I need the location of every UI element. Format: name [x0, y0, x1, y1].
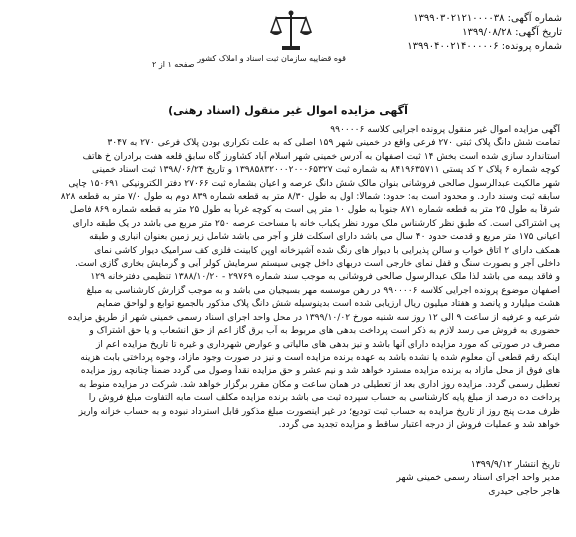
- body-line: اینکه رقم قطعی آن معلوم شده یا نشده باشد به عهده برنده مزایده است و نیز در صورت وجود مازاد، وجوه پرداختی بابت هزینه: [80, 352, 560, 363]
- issuer-title: مدیر واحد اجرای اسناد رسمی خمینی شهر: [396, 472, 560, 484]
- scales-emblem-icon: [268, 8, 314, 52]
- body-line: تعطیل رسمی گردد. مزایده روز اداری بعد از تعطیلی در همان ساعت و مکان مقرر برگزار خواهد شد. شرکت در مزایده منوط به: [78, 379, 560, 390]
- body-line: شرقاً به طول ۲۵ متر به قطعه شماره ۸۷۱ جنوباً به طول ۱۰ متر پی است به کوچه غرباً به طول ۲۵ متر به قطعه شماره ۸۶۹ فاصل: [69, 205, 560, 216]
- document-footer: [16, 458, 560, 498]
- body-line: پی اشتراکی است. که طبق نظر کارشناس ملک مورد نظر یکباب خانه با مساحت عرصه ۲۵۰ متر مربع می باشد در یک طبقه دارای: [72, 218, 560, 229]
- body-line: اعیانی ۱۷۵ متر مربع و قدمت حدود ۴۰ سال می باشد دارای اسکلت فلز و آجر می باشد شامل زیر زمین بعنوان انباری و طبقه: [89, 232, 560, 243]
- document-title: آگهی مزایده اموال غیر منقول (اسناد رهنی): [168, 104, 408, 117]
- body-line: سابقه ثبت وسند دارد. و محدود است به: حدود: شمالا: اول به طول ۸/۳۰ متر به قطعه شماره ۸۳۹ دوم به طول ۷/۰ متر به قطعه ۸۲۸: [60, 192, 560, 203]
- body-line: تمامت شش دانگ پلاک ثبتی ۲۷۰ فرعی واقع در خمینی شهر ۱۵۹ اصلی که به علت تکراری بودن پلاک فرعی ۲۷۰ به ۳۰۴۷: [107, 138, 560, 149]
- body-line: شرعیه و عرفیه از ساعت ۹ الی ۱۲ روز سه شنبه مورخ ۱۳۹۹/۱۰/۰۲ در محل واحد اجرای اسناد رسمی خمینی شهر از طریق مزایده: [67, 312, 560, 323]
- body-line: مصرف در صورتی که مورد مزایده دارای آنها باشد و نیز بدهی های مالیاتی و عوارض شهرداری و غیره تا تاریخ مزایده اعم از: [96, 339, 560, 350]
- organization-name: قوه قضاییه سازمان ثبت اسناد و املاک کشور: [197, 54, 346, 63]
- body-line: خواهد شد و عملیات فروش از درجه اعتبار ساقط و مزایده تجدید می گردد.: [278, 419, 560, 430]
- issuer-name: هاجر حاجی حیدری: [488, 485, 560, 497]
- publish-date: تاریخ انتشار ۱۳۹۹/۹/۱۲: [470, 459, 560, 470]
- body-line: شهر مالکیت عبدالرسول صالحی فروشانی بنوان مالک شش دانگ عرصه و اعیان بشماره ثبت ۲۷۰۶۶ دفتر الکترونیکی ۱۵۰۶۹۱ چاپی: [68, 178, 560, 189]
- body-line: کوچه شماره ۶ پلاک ۲ کد پستی ۸۴۱۹۶۳۵۷۱۱ به شماره ثبت ۱۳۹۸۵۸۳۲۰۰۰۲۰۰۰۶۵۳۲۷ و تاریخ ۱۳۹۸/۰۶/۲۴ ثبت اسناد خمینی: [92, 165, 560, 176]
- body-line: های فوق از محل مازاد به برنده مزایده مسترد خواهد شد و نیم عشر و حق مزایده نقداً وصول می گردد ضمناً چنانچه روز مزایده: [80, 366, 560, 377]
- body-line: و فاقد بیمه می باشد لذا ملک عبدالرسول صالحی فروشانی به موجب سند شماره ۲۹۷۶۹ - ۱۳۸۸/۱۰/۲۰ تنظیمی دفترخانه ۱۲۹: [90, 272, 560, 283]
- body-line: حضوری به فروش می رسد لازم به ذکر است پرداخت بدهی های مربوط به آب برق گاز اعم از حق انشعاب و یا حق اشتراک و: [89, 326, 560, 337]
- judiciary-emblem: [197, 8, 346, 64]
- body-line: داخلی آجر و بصورت سنگ و قفل نمای خارجی است دربهای داخل چوبی سیستم سرمایش کولر آبی و گرمایش بخاری گازی است.: [74, 259, 560, 270]
- body-line: پرداخت ده درصد از مبلغ پایه کارشناسی به حساب سپرده ثبت می باشد برنده مزایده مکلف است مابه التفاوت مبلغ فروش را: [88, 393, 560, 404]
- body-line: همکف دارای ۲ اتاق خواب و سالن پذیرایی با دیوار های رنگ شده آشپزخانه اوپن کابینت فلزی کف سرامیک دیوار کاشی نمای: [94, 245, 560, 256]
- header-meta: [382, 12, 562, 54]
- body-line: اصفهان موضوع پرونده اجرایی کلاسه ۹۹۰۰۰۰۶ در رهن موسسه مهر بسیجیان می باشد و به موجب گزارش کارشناسی به مبلغ: [86, 285, 560, 296]
- body-line: هشت میلیارد و پانصد و هفتاد میلیون ریال ارزیابی شده است بدینوسیله شش دانگ پلاک مذکور بالجمیع توابع و لواحق ضمایم: [96, 299, 560, 310]
- body-line: آگهی مزایده اموال غیر منقول پرونده اجرایی کلاسه ۹۹۰۰۰۰۶: [330, 125, 560, 135]
- document-body: [16, 124, 560, 432]
- case-number: شماره پرونده: ۱۳۹۹۰۴۰۰۲۱۴۰۰۰۰۰۶: [407, 41, 562, 52]
- ad-number: شماره آگهی: ۱۳۹۹۰۳۰۲۱۲۱۰۰۰۰۳۸: [413, 13, 562, 24]
- body-line: ظرف مدت پنج روز از تاریخ مزایده به حساب ثبت تودیع؛ در غیر اینصورت مبلغ مذکور قابل استرداد نبوده و به حساب خزانه واریز: [78, 406, 560, 417]
- page-number: صفحه ۱ از ۲: [152, 60, 195, 69]
- body-line: استاندارد سازی شده است بخش ۱۴ ثبت اصفهان به آدرس خمینی شهر اسلام آباد کشاورز گاه سابق قلعه هفت برادران خ هاتف: [82, 151, 560, 162]
- ad-date: تاریخ آگهی: ۱۳۹۹/۰۸/۲۸: [462, 27, 562, 38]
